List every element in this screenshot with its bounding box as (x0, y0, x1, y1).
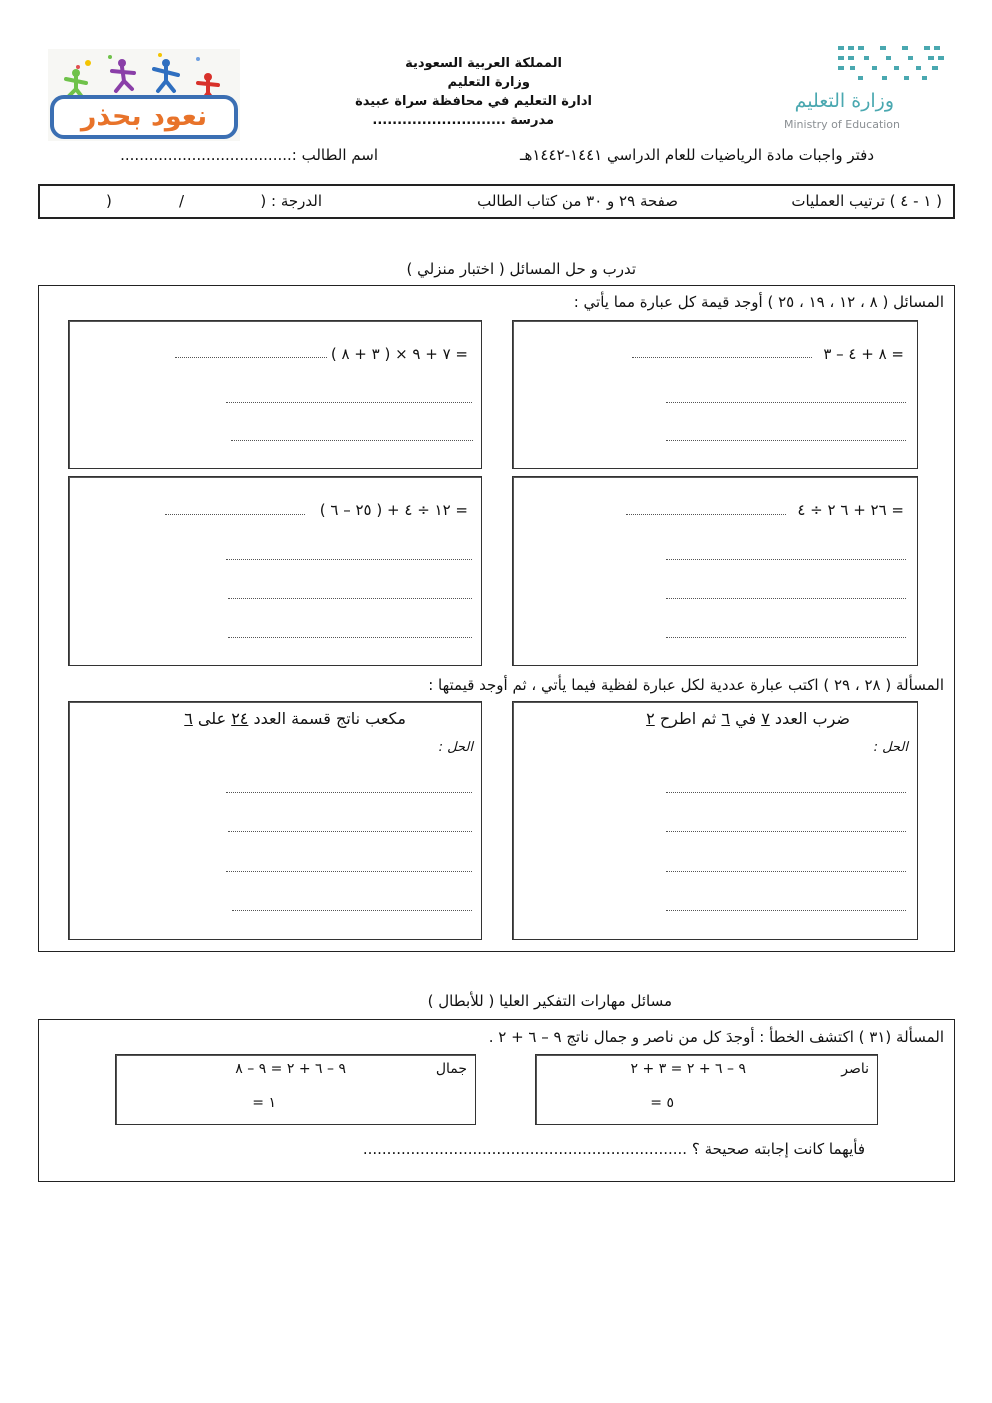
exercise-12-box (68, 320, 482, 469)
campaign-logo (48, 49, 240, 141)
q31-prompt: المسألة (٣١ ) اكتشف الخطأ : أوجدَ كل من ناصر و جمال ناتج ٩ – ٦ + ٢ . (488, 1028, 944, 1046)
nasser-line2: = ٥ (650, 1095, 674, 1111)
solution-label: الحل : (438, 740, 473, 755)
q1-prompt: المسائل ( ٨ ، ١٢ ، ١٩ ، ٢٥ ) أوجد قيمة كل عبارة مما يأتي : (573, 293, 944, 311)
answer-line[interactable] (666, 792, 906, 793)
verbal-number: ٦ (721, 709, 731, 728)
school-field: مدرسة ........................... (372, 113, 554, 128)
verbal-number: ٢ (646, 709, 655, 728)
answer-line[interactable] (666, 871, 906, 872)
administration-name: ادارة التعليم في محافظة سراة عبيدة (355, 94, 592, 109)
verbal-text: مكعب ناتج قسمة العدد (248, 709, 406, 728)
jamal-name: جمال (435, 1061, 467, 1077)
exercise-25-expression: ١٢ ÷ ٤ + ( ٢٥ – ٦ ) = (319, 501, 468, 519)
answer-line[interactable] (232, 910, 472, 911)
section1-title: تدرب و حل المسائل ( اختبار منزلي ) (406, 260, 636, 278)
moe-logo (782, 44, 952, 136)
exercise-28-box (512, 701, 918, 940)
answer-line[interactable] (226, 871, 472, 872)
section2-title: مسائل مهارات التفكير العليا ( للأبطال ) (427, 992, 672, 1010)
ministry-name: وزارة التعليم (447, 75, 530, 90)
verbal-number: ٧ (761, 709, 770, 728)
answer-line[interactable] (226, 559, 472, 560)
nasser-line1: ٩ – ٦ + ٢ = ٣ + ٢ (630, 1061, 746, 1077)
moe-dots-icon (836, 44, 946, 84)
answer-line[interactable] (226, 792, 472, 793)
verbal-text: ضرب العدد (769, 709, 850, 728)
grade-slash: / (179, 192, 185, 210)
answer-line[interactable] (666, 637, 906, 638)
answer-line[interactable] (226, 402, 472, 403)
moe-logo-english: Ministry of Education (784, 118, 901, 131)
exercise-29-box (68, 701, 482, 940)
answer-line[interactable] (228, 637, 472, 638)
jamal-line2: = ١ (252, 1095, 276, 1111)
moe-logo-arabic: وزارة التعليم (794, 90, 894, 112)
answer-line[interactable] (175, 357, 327, 358)
lesson-title: ( ١ - ٤ ) ترتيب العمليات (791, 192, 942, 210)
answer-line[interactable] (666, 559, 906, 560)
nasser-name: ناصر (841, 1061, 869, 1077)
verbal-text: ثم اطرح (654, 709, 722, 728)
answer-line[interactable] (228, 598, 472, 599)
exercise-29-verbal (184, 709, 406, 728)
answer-line[interactable] (666, 910, 906, 911)
solution-label: الحل : (873, 740, 908, 755)
country-name: المملكة العربية السعودية (405, 56, 562, 71)
student-name-field[interactable]: اسم الطالب :.................................... (120, 146, 378, 164)
answer-line[interactable] (666, 402, 906, 403)
answer-line[interactable] (666, 598, 906, 599)
exercise-19-expression: ٢٦ + ٦ ٢ ÷ ٤ = (797, 501, 904, 519)
exercise-12-expression: ٧ + ٩ × ( ٣ + ٨ ) = (330, 345, 468, 363)
notebook-title: دفتر واجبات مادة الرياضيات للعام الدراسي ١٤٤١-١٤٤٢هـ (520, 146, 874, 164)
answer-line[interactable] (228, 831, 472, 832)
answer-line[interactable] (231, 440, 473, 441)
book-pages: صفحة ٢٩ و ٣٠ من كتاب الطالب (477, 192, 678, 210)
answer-line[interactable] (666, 831, 906, 832)
q2-prompt: المسألة ( ٢٨ ، ٢٩ ) اكتب عبارة عددية لكل عبارة لفظية فيما يأتي ، ثم أوجد قيمتها : (428, 676, 944, 694)
verbal-text: في (730, 709, 762, 728)
grade-label: الدرجة : ( (260, 192, 322, 210)
verbal-number: ٦ (184, 709, 193, 728)
campaign-logo-text: نعود بحذر (80, 101, 208, 132)
verbal-number: ٢٤ (231, 709, 249, 728)
exercise-28-verbal (646, 709, 850, 728)
answer-line[interactable] (165, 514, 305, 515)
answer-line[interactable] (632, 357, 812, 358)
jamal-line1: ٩ – ٦ + ٢ = ٩ – ٨ (235, 1061, 346, 1077)
answer-line[interactable] (666, 440, 906, 441)
grade-close: ) (106, 192, 112, 210)
verbal-text: على (192, 709, 232, 728)
exercise-8-expression: ٨ + ٤ – ٣ = (823, 345, 904, 363)
exercise-8-box (512, 320, 918, 469)
answer-line[interactable] (626, 514, 786, 515)
which-correct-question[interactable]: فأيهما كانت إجابته صحيحة ؟ .................................................................... (362, 1140, 865, 1158)
